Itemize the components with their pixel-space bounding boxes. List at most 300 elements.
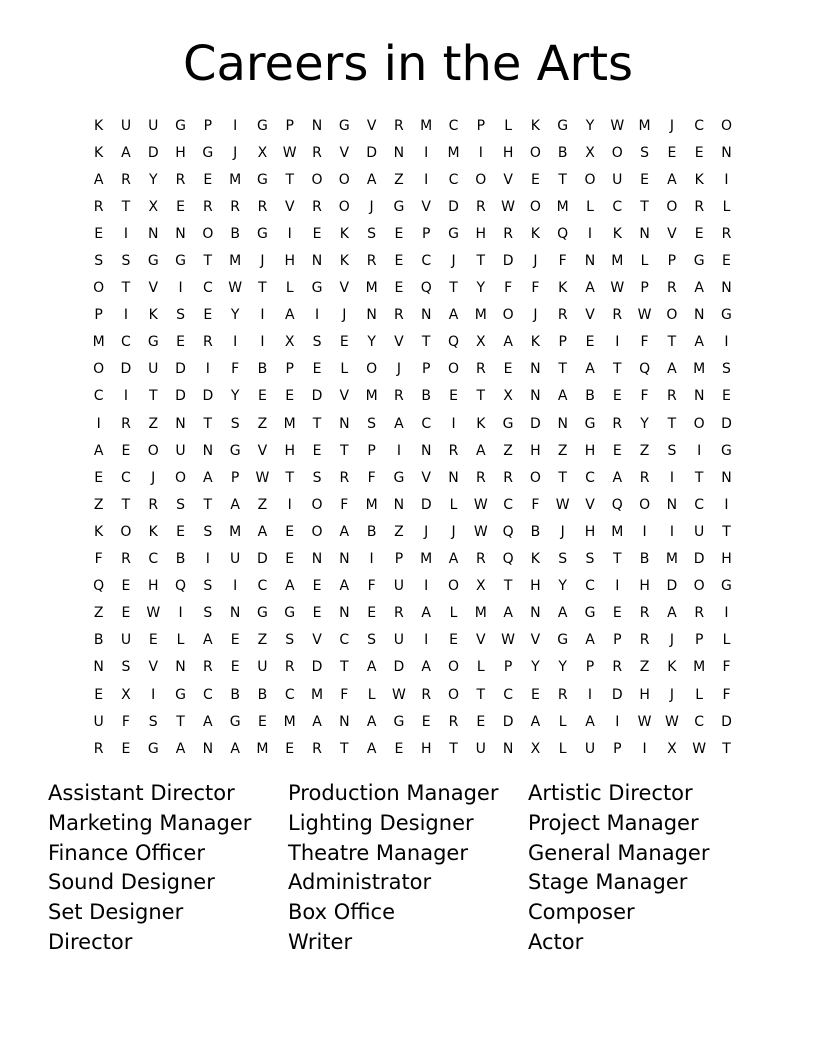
grid-letter: L (504, 117, 512, 134)
grid-letter: Z (148, 415, 159, 432)
grid-letter: E (285, 523, 295, 540)
grid-letter: I (615, 578, 620, 595)
grid-letter: T (449, 740, 458, 757)
grid-letter: I (697, 442, 702, 459)
grid-letter: A (557, 388, 568, 405)
grid-letter: O (502, 307, 514, 324)
grid-letter: M (229, 171, 242, 188)
grid-letter: O (447, 659, 460, 676)
grid-letter: G (721, 307, 732, 324)
grid-letter: X (530, 740, 541, 757)
grid-letter: H (530, 442, 541, 459)
grid-letter: C (612, 198, 623, 215)
word-list-item: Writer (288, 929, 353, 954)
grid-letter: Y (230, 388, 240, 405)
grid-letter: I (287, 496, 292, 513)
grid-letter: X (476, 334, 486, 351)
grid-letter: F (367, 578, 376, 595)
grid-row (85, 220, 740, 247)
grid-letter: B (557, 144, 568, 161)
grid-letter: J (369, 198, 374, 215)
grid-letter: I (314, 307, 320, 324)
grid-letter: I (478, 144, 483, 161)
grid-row (85, 437, 740, 464)
grid-letter: M (474, 605, 487, 622)
grid-letter: E (722, 388, 731, 405)
grid-letter: V (585, 496, 595, 513)
grid-letter: R (612, 415, 623, 432)
grid-letter: H (584, 442, 596, 459)
grid-letter: E (176, 198, 185, 215)
grid-letter: O (447, 361, 460, 378)
grid-letter: N (339, 551, 350, 568)
grid-letter: D (366, 144, 377, 161)
grid-letter: T (285, 469, 294, 486)
grid-letter: C (421, 415, 432, 432)
grid-letter: O (311, 496, 323, 513)
grid-letter: J (560, 523, 565, 540)
grid-letter: F (340, 686, 349, 703)
grid-letter: T (312, 415, 322, 432)
grid-letter: M (92, 334, 105, 351)
grid-letter: A (394, 415, 404, 432)
grid-letter: I (96, 415, 101, 432)
grid-letter: V (257, 442, 268, 459)
grid-letter: L (176, 632, 185, 649)
grid-letter: O (611, 144, 623, 161)
word-list-item: Production Manager (288, 781, 499, 805)
grid-letter: D (147, 144, 159, 161)
grid-letter: M (365, 388, 378, 405)
grid-letter: G (393, 713, 405, 730)
grid-letter: C (284, 686, 295, 703)
grid-letter: D (448, 198, 459, 215)
grid-letter: H (175, 144, 186, 161)
grid-letter: T (148, 388, 158, 405)
grid-letter: A (585, 632, 595, 649)
letter-grid (85, 112, 740, 762)
grid-letter: T (340, 740, 349, 757)
grid-letter: E (612, 388, 622, 405)
grid-letter: R (721, 225, 732, 242)
grid-letter: W (692, 740, 707, 757)
grid-letter: W (637, 713, 652, 730)
word-list-item: Artistic Director (528, 781, 693, 805)
grid-letter: A (230, 496, 240, 513)
grid-letter: G (393, 469, 405, 486)
grid-letter: Z (503, 442, 513, 459)
grid-letter: P (667, 253, 677, 270)
grid-letter: S (312, 334, 322, 351)
grid-letter: E (203, 307, 213, 324)
grid-letter: R (312, 740, 322, 757)
grid-letter: E (230, 659, 240, 676)
grid-letter: O (366, 361, 378, 378)
grid-letter: V (339, 280, 350, 297)
grid-letter: H (639, 686, 650, 703)
grid-letter: P (230, 469, 240, 486)
grid-letter: N (530, 605, 541, 622)
grid-letter: H (284, 442, 295, 459)
grid-letter: O (447, 686, 460, 703)
grid-letter: Y (531, 659, 540, 676)
grid-letter: P (694, 632, 704, 649)
grid-letter: U (93, 713, 104, 730)
grid-letter: U (475, 740, 486, 757)
grid-letter: N (175, 659, 186, 676)
grid-letter: A (448, 307, 459, 324)
grid-letter: X (585, 144, 595, 161)
grid-letter: I (642, 523, 647, 540)
grid-letter: B (230, 225, 240, 242)
grid-letter: K (694, 171, 704, 188)
grid-letter: I (724, 334, 729, 351)
grid-letter: S (667, 442, 677, 459)
grid-letter: X (476, 578, 486, 595)
grid-letter: A (530, 713, 541, 730)
word-list-item: Director (48, 929, 133, 954)
grid-letter: E (694, 144, 704, 161)
grid-letter: R (667, 280, 677, 297)
grid-letter: R (202, 334, 213, 351)
grid-letter: N (584, 253, 596, 270)
grid-letter: K (94, 117, 104, 134)
grid-letter: S (121, 659, 131, 676)
grid-letter: I (233, 334, 238, 351)
grid-letter: G (257, 117, 268, 134)
grid-letter: S (367, 632, 377, 649)
grid-letter: G (147, 253, 159, 270)
grid-letter: N (339, 415, 350, 432)
grid-row (85, 275, 740, 302)
grid-letter: S (203, 523, 213, 540)
grid-letter: T (558, 469, 567, 486)
grid-letter: V (148, 659, 159, 676)
word-list-item: Sound Designer (48, 870, 215, 895)
grid-letter: R (93, 740, 104, 757)
grid-letter: T (203, 415, 213, 432)
grid-letter: N (420, 442, 432, 459)
grid-letter: R (612, 307, 623, 324)
grid-letter: O (147, 442, 159, 459)
grid-letter: F (531, 496, 540, 513)
grid-letter: D (502, 253, 514, 270)
grid-letter: D (311, 388, 323, 405)
grid-letter: C (694, 713, 705, 730)
grid-letter: S (558, 551, 568, 568)
grid-letter: G (175, 117, 186, 134)
grid-letter: F (722, 686, 731, 703)
grid-letter: V (476, 632, 486, 649)
word-list-item: Set Designer (48, 900, 184, 925)
grid-letter: D (311, 659, 323, 676)
grid-letter: G (448, 225, 459, 242)
grid-letter: D (693, 551, 705, 568)
grid-letter: S (640, 144, 650, 161)
grid-letter: Z (639, 442, 650, 459)
word-list-item: Lighting Designer (288, 810, 474, 835)
grid-letter: I (260, 307, 265, 324)
grid-letter: Q (420, 280, 432, 297)
grid-letter: Z (93, 605, 104, 622)
grid-letter: A (421, 605, 431, 622)
grid-letter: M (693, 659, 706, 676)
grid-letter: J (669, 117, 674, 134)
grid-letter: J (396, 361, 401, 378)
grid-letter: E (94, 686, 104, 703)
grid-letter: V (366, 117, 377, 134)
grid-letter: S (585, 551, 595, 568)
grid-letter: D (175, 388, 186, 405)
grid-letter: E (394, 740, 404, 757)
grid-letter: N (311, 117, 323, 134)
grid-letter: I (178, 280, 183, 297)
grid-letter: A (366, 659, 377, 676)
grid-letter: N (339, 605, 350, 622)
grid-letter: P (585, 659, 595, 676)
grid-letter: M (611, 523, 624, 540)
grid-letter: P (613, 632, 622, 649)
grid-letter: L (449, 496, 458, 513)
grid-letter: H (639, 578, 650, 595)
grid-letter: C (421, 253, 432, 270)
grid-letter: L (558, 740, 567, 757)
grid-letter: N (420, 307, 432, 324)
grid-letter: N (721, 469, 732, 486)
grid-letter: T (449, 280, 458, 297)
grid-letter: I (205, 361, 210, 378)
grid-letter: R (639, 632, 650, 649)
grid-letter: S (203, 578, 213, 595)
grid-letter: M (283, 415, 296, 432)
grid-letter: A (694, 334, 704, 351)
grid-letter: N (202, 442, 214, 459)
grid-letter: N (175, 225, 186, 242)
grid-letter: A (421, 659, 431, 676)
grid-letter: E (722, 253, 731, 270)
grid-letter: U (230, 551, 241, 568)
grid-letter: P (421, 361, 431, 378)
grid-letter: I (233, 578, 238, 595)
grid-letter: W (555, 496, 570, 513)
grid-letter: Z (93, 496, 104, 513)
grid-letter: I (151, 686, 156, 703)
grid-letter: K (148, 307, 158, 324)
grid-row (85, 573, 740, 600)
grid-row (85, 654, 740, 681)
grid-letter: I (587, 225, 593, 242)
grid-letter: Q (502, 523, 514, 540)
grid-letter: E (121, 740, 131, 757)
grid-letter: C (121, 469, 131, 486)
grid-letter: A (667, 361, 677, 378)
grid-letter: R (121, 551, 131, 568)
grid-letter: D (611, 686, 623, 703)
grid-letter: S (285, 632, 295, 649)
grid-letter: O (93, 280, 105, 297)
grid-letter: M (638, 117, 651, 134)
grid-letter: W (501, 198, 516, 215)
grid-letter: C (93, 388, 104, 405)
grid-letter: L (340, 361, 349, 378)
grid-letter: K (530, 551, 540, 568)
grid-letter: T (558, 361, 567, 378)
grid-letter: G (557, 117, 569, 134)
grid-letter: R (475, 198, 486, 215)
grid-letter: R (202, 659, 213, 676)
grid-letter: T (722, 740, 731, 757)
grid-letter: B (230, 686, 240, 703)
grid-letter: A (284, 307, 295, 324)
grid-letter: D (202, 388, 214, 405)
grid-letter: O (693, 415, 705, 432)
grid-letter: X (257, 144, 268, 161)
grid-letter: G (257, 171, 268, 188)
grid-letter: T (558, 171, 567, 188)
grid-letter: R (394, 388, 404, 405)
grid-row (85, 546, 740, 573)
grid-row (85, 193, 740, 220)
grid-letter: Q (639, 361, 651, 378)
grid-letter: I (424, 171, 429, 188)
grid-letter: C (339, 632, 350, 649)
grid-letter: E (312, 442, 322, 459)
grid-letter: M (283, 713, 296, 730)
grid-letter: R (202, 198, 213, 215)
grid-letter: P (558, 334, 567, 351)
grid-letter: O (447, 578, 460, 595)
grid-letter: A (612, 469, 623, 486)
grid-letter: I (451, 415, 456, 432)
grid-letter: X (121, 686, 131, 703)
grid-letter: E (312, 605, 322, 622)
grid-letter: A (667, 605, 677, 622)
grid-letter: Y (148, 171, 158, 188)
grid-letter: W (146, 605, 161, 622)
grid-row (85, 600, 740, 627)
grid-letter: M (365, 496, 378, 513)
grid-letter: I (287, 225, 292, 242)
grid-letter: V (339, 388, 350, 405)
grid-letter: A (339, 578, 350, 595)
grid-letter: I (424, 144, 429, 161)
grid-letter: A (339, 523, 350, 540)
grid-letter: A (203, 713, 213, 730)
grid-letter: M (229, 523, 242, 540)
grid-letter: S (367, 415, 377, 432)
grid-letter: G (693, 253, 705, 270)
grid-letter: F (121, 713, 130, 730)
grid-letter: E (94, 469, 104, 486)
grid-letter: D (666, 578, 678, 595)
grid-letter: N (721, 280, 732, 297)
grid-letter: G (229, 442, 241, 459)
grid-letter: V (421, 198, 431, 215)
grid-letter: Z (394, 171, 404, 188)
grid-letter: E (258, 713, 267, 730)
grid-letter: N (229, 605, 241, 622)
grid-letter: L (449, 605, 458, 622)
grid-letter: G (147, 334, 159, 351)
grid-letter: I (424, 578, 429, 595)
grid-letter: T (340, 659, 349, 676)
grid-letter: M (611, 253, 624, 270)
grid-letter: C (448, 117, 459, 134)
grid-letter: K (476, 415, 486, 432)
grid-letter: R (366, 253, 377, 270)
grid-letter: F (231, 361, 240, 378)
word-list-item: Composer (528, 900, 635, 925)
grid-letter: O (93, 361, 105, 378)
grid-letter: N (666, 496, 678, 513)
grid-letter: E (476, 713, 486, 730)
grid-letter: T (476, 253, 486, 270)
grid-letter: G (721, 442, 732, 459)
grid-letter: I (396, 442, 401, 459)
grid-letter: C (503, 496, 513, 513)
grid-letter: K (667, 659, 677, 676)
grid-letter: T (121, 280, 131, 297)
grid-letter: C (121, 334, 131, 351)
word-list-item: Project Manager (528, 810, 699, 835)
grid-letter: M (365, 280, 378, 297)
grid-letter: K (530, 334, 540, 351)
grid-letter: H (475, 225, 487, 242)
grid-letter: S (121, 253, 131, 270)
grid-letter: E (312, 361, 322, 378)
grid-letter: A (312, 713, 322, 730)
grid-letter: I (669, 523, 674, 540)
grid-letter: A (503, 605, 513, 622)
grid-letter: R (394, 117, 404, 134)
grid-letter: V (339, 144, 350, 161)
grid-letter: T (121, 198, 131, 215)
grid-letter: O (584, 171, 596, 188)
grid-letter: E (285, 740, 295, 757)
grid-letter: W (610, 280, 625, 297)
grid-letter: U (148, 361, 159, 378)
grid-letter: G (202, 144, 214, 161)
grid-letter: S (230, 415, 240, 432)
grid-letter: A (230, 740, 240, 757)
grid-letter: N (448, 469, 459, 486)
grid-letter: Z (257, 496, 268, 513)
grid-letter: N (530, 388, 541, 405)
grid-letter: S (722, 361, 731, 378)
grid-letter: T (667, 334, 677, 351)
grid-letter: V (667, 225, 677, 242)
grid-letter: G (175, 686, 186, 703)
grid-letter: I (178, 605, 183, 622)
grid-letter: R (257, 198, 268, 215)
grid-letter: B (93, 632, 104, 649)
grid-letter: K (339, 253, 349, 270)
grid-letter: C (503, 686, 513, 703)
grid-letter: U (393, 632, 405, 649)
grid-letter: R (448, 442, 459, 459)
grid-letter: A (175, 740, 186, 757)
grid-letter: A (366, 713, 377, 730)
grid-letter: R (448, 713, 459, 730)
grid-letter: G (284, 605, 296, 622)
page-title: Careers in the Arts (182, 36, 634, 92)
grid-letter: N (339, 713, 350, 730)
grid-letter: V (148, 280, 159, 297)
grid-letter: J (260, 253, 265, 270)
grid-letter: J (424, 523, 429, 540)
grid-letter: E (285, 388, 295, 405)
grid-letter: K (558, 280, 568, 297)
